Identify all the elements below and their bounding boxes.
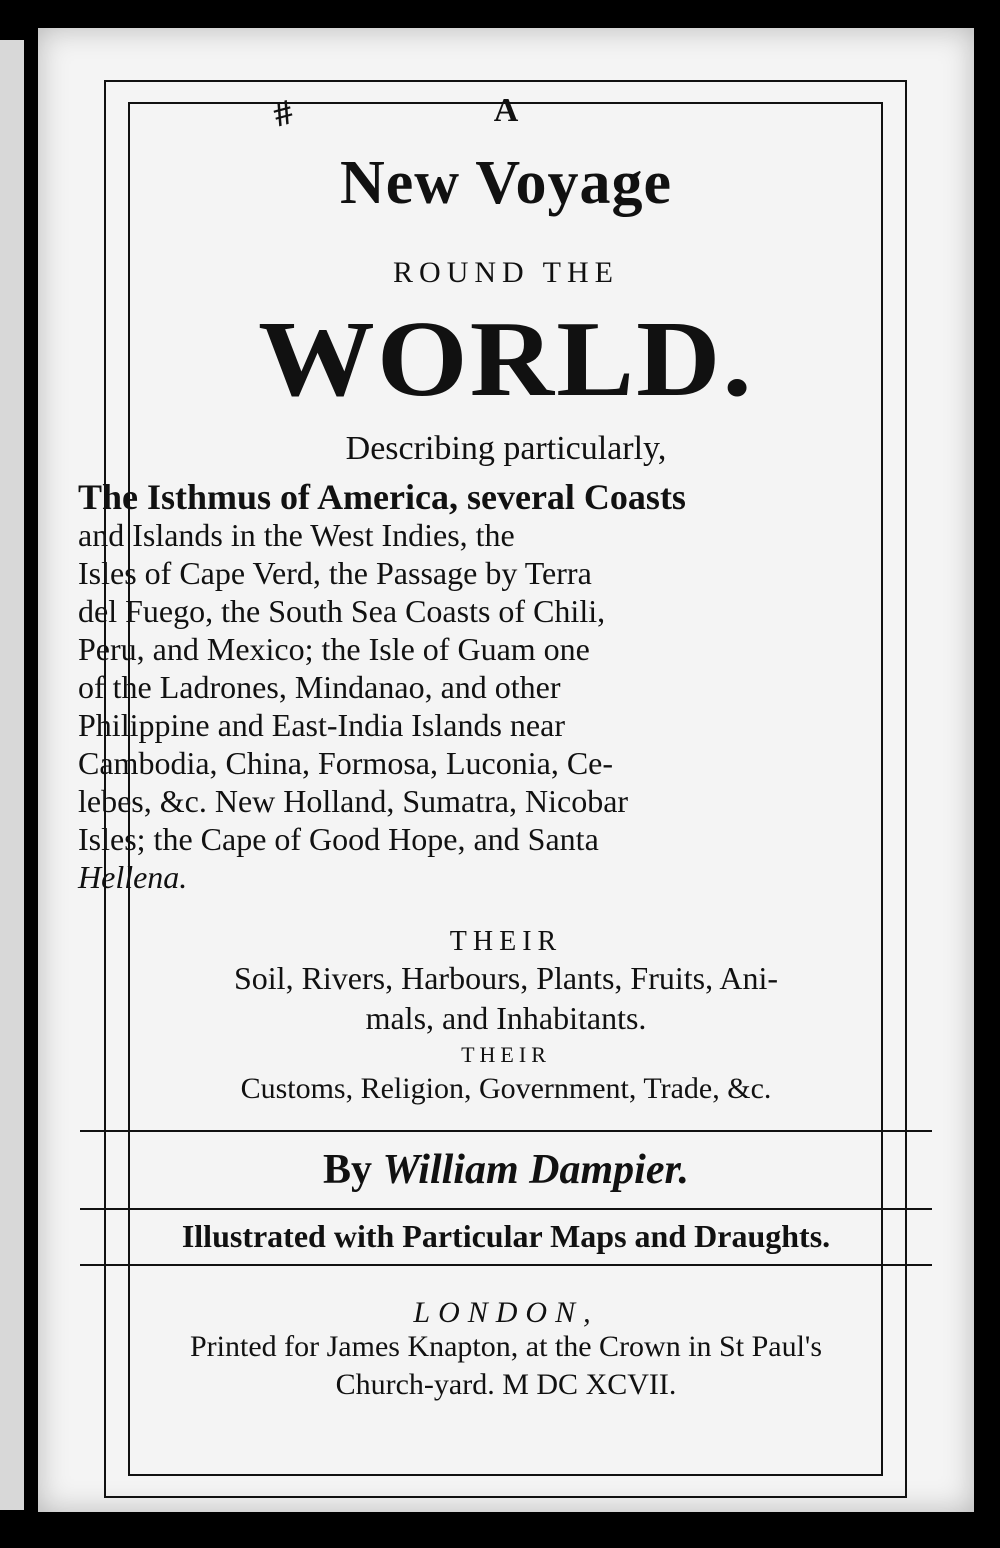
description-line: Cambodia, China, Formosa, Luconia, Ce- xyxy=(78,745,614,781)
author-name: William Dampier. xyxy=(382,1147,689,1193)
divider-rule xyxy=(80,1130,932,1132)
author-line xyxy=(38,1146,974,1194)
illustrated-line: Illustrated with Particular Maps and Draughts. xyxy=(181,1218,831,1254)
title-world: WORLD. xyxy=(258,300,754,419)
description-line: Philippine and East-India Islands near xyxy=(78,707,565,743)
description-line: Isles of Cape Verd, the Passage by Terra xyxy=(78,555,592,591)
title-page xyxy=(38,28,974,1512)
description-line: and Islands in the West Indies, the xyxy=(78,517,515,553)
subtitle-describing: Describing particularly, xyxy=(345,430,667,467)
their-heading-2: THEIR xyxy=(461,1042,551,1067)
title-round-the: ROUND THE xyxy=(393,256,619,289)
description-line: The Isthmus of America, several Coasts xyxy=(78,477,686,517)
handwritten-mark: # xyxy=(269,91,297,135)
description-block xyxy=(78,478,934,896)
mals-line: mals, and Inhabitants. xyxy=(365,1000,647,1036)
title-article: A xyxy=(493,92,519,129)
divider-rule xyxy=(80,1208,932,1210)
customs-line: Customs, Religion, Government, Trade, &c. xyxy=(240,1072,772,1105)
description-line: del Fuego, the South Sea Coasts of Chili, xyxy=(78,593,606,629)
title-new-voyage: New Voyage xyxy=(339,149,673,217)
author-by: By xyxy=(323,1147,373,1193)
imprint-city: LONDON, xyxy=(413,1296,599,1329)
imprint-printed: Printed for James Knapton, at the Crown in St Paul's xyxy=(189,1330,822,1363)
adjacent-page-edge xyxy=(0,40,24,1510)
title-page-content xyxy=(38,28,974,1512)
description-line: lebes, &c. New Holland, Sumatra, Nicobar xyxy=(78,783,629,819)
description-line: of the Ladrones, Mindanao, and other xyxy=(78,669,561,705)
description-line: Peru, and Mexico; the Isle of Guam one xyxy=(78,631,590,667)
description-line: Hellena. xyxy=(78,859,188,895)
description-line: Isles; the Cape of Good Hope, and Santa xyxy=(78,821,599,857)
divider-rule xyxy=(80,1264,932,1266)
imprint-church: Church-yard. M DC XCVII. xyxy=(335,1368,677,1401)
soil-line: Soil, Rivers, Harbours, Plants, Fruits, Ani- xyxy=(233,960,778,996)
their-heading-1: THEIR xyxy=(449,926,563,957)
